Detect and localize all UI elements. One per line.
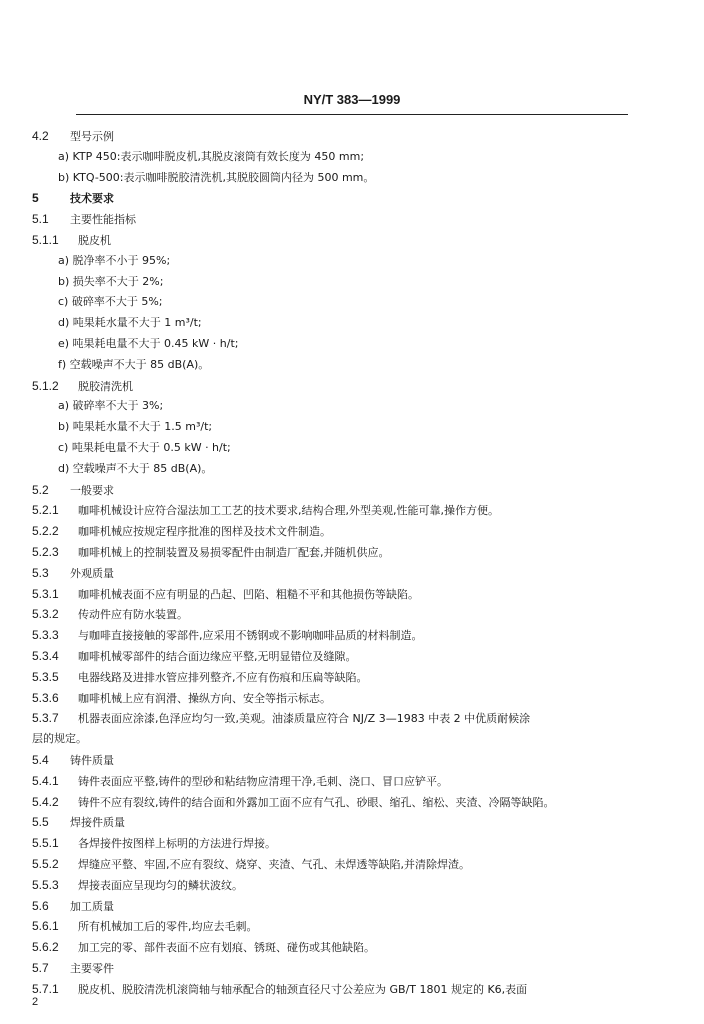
clause-text: 所有机械加工后的零件,均应去毛刺。: [78, 920, 258, 934]
clause-number: 5.6.2: [32, 940, 59, 955]
clause-text: 主要零件: [70, 962, 114, 975]
standard-header: NY/T 383—1999: [303, 92, 401, 107]
clause-text: 加工质量: [70, 899, 114, 913]
clause-text: 咖啡机械上应有润滑、操纵方向、安全等指示标志。: [78, 691, 331, 705]
clause-text: b) 损失率不大于 2%;: [58, 274, 164, 288]
text-line: [58, 150, 364, 164]
text-line: [32, 961, 114, 976]
text-line: [32, 774, 448, 789]
clause-text: 脱皮机: [78, 234, 111, 247]
text-line: [32, 815, 125, 830]
clause-number: 5.3: [32, 565, 49, 580]
clause-text: 咖啡机械表面不应有明显的凸起、凹陷、粗糙不平和其他损伤等缺陷。: [78, 587, 419, 601]
clause-text: a) 脱净率不小于 95%;: [58, 253, 171, 267]
clause-number: 5.4.1: [32, 773, 59, 788]
clause-text: d) 吨果耗水量不大于 1 m³/t;: [58, 316, 202, 330]
clause-text: b) KTQ-500:表示咖啡脱胶清洗机,其脱胶圆筒内径为 500 mm。: [58, 170, 375, 184]
clause-number: 5: [32, 191, 39, 206]
text-line: [32, 857, 470, 872]
clause-text: 技术要求: [70, 192, 114, 206]
text-line: [32, 129, 114, 144]
clause-number: 5.1.1: [32, 233, 59, 247]
text-line: [58, 316, 202, 330]
text-line: [58, 275, 163, 289]
text-line: [32, 940, 375, 955]
text-line: [58, 358, 209, 372]
clause-text: 咖啡机械设计应符合湿法加工工艺的技术要求,结构合理,外型美观,性能可靠,操作方便。: [78, 504, 499, 518]
text-line: [32, 566, 114, 581]
clause-text: d) 空载噪声不大于 85 dB(A)。: [58, 461, 213, 475]
clause-text: 主要性能指标: [70, 213, 136, 227]
header-rule: [76, 114, 628, 115]
clause-text: 各焊接件按图样上标明的方法进行焊接。: [78, 837, 276, 851]
clause-number: 5.6.1: [32, 919, 59, 934]
text-line: [32, 899, 114, 914]
clause-number: 5.5: [32, 815, 49, 830]
text-line: [32, 732, 87, 746]
text-line: [32, 607, 188, 622]
clause-text: e) 吨果耗电量不大于 0.45 kW · h/t;: [58, 337, 239, 350]
text-line: [32, 545, 390, 560]
clause-number: 5.4: [32, 753, 49, 767]
clause-text: 咖啡机械零部件的结合面边缘应平整,无明显错位及缝隙。: [78, 650, 357, 663]
clause-number: 5.5.3: [32, 877, 59, 892]
clause-number: 5.3.3: [32, 628, 59, 643]
text-line: [58, 441, 231, 455]
clause-text: 传动件应有防水装置。: [78, 608, 188, 622]
clause-number: 5.2: [32, 482, 49, 497]
clause-text: a) 破碎率不大于 3%;: [58, 399, 164, 413]
clause-number: 5.3.7: [32, 711, 59, 726]
text-line: [32, 628, 423, 643]
clause-text: 与咖啡直接接触的零部件,应采用不锈钢或不影响咖啡品质的材料制造。: [78, 629, 423, 643]
clause-text: 机器表面应涂漆,色泽应均匀一致,美观。油漆质量应符合 NJ/Z 3—1983 中表 2 中优质耐候涂: [78, 712, 531, 726]
clause-text: 层的规定。: [32, 732, 87, 746]
text-line: [58, 171, 374, 185]
clause-number: 5.3.2: [32, 607, 59, 622]
clause-text: c) 吨果耗电量不大于 0.5 kW · h/t;: [58, 441, 231, 454]
clause-text: 焊接件质量: [70, 816, 125, 830]
text-line: [32, 191, 114, 206]
clause-text: 一般要求: [70, 483, 114, 497]
text-line: [58, 399, 163, 413]
text-line: [32, 836, 276, 851]
text-line: [32, 670, 368, 685]
text-line: [32, 212, 136, 227]
clause-number: 5.3.6: [32, 690, 59, 705]
clause-number: 4.2: [32, 129, 49, 143]
text-line: [32, 524, 331, 539]
clause-text: b) 吨果耗水量不大于 1.5 m³/t;: [58, 420, 213, 434]
text-line: [58, 337, 238, 351]
clause-number: 5.3.4: [32, 649, 59, 663]
clause-text: 铸件质量: [70, 754, 114, 767]
text-line: [32, 795, 555, 810]
clause-text: 加工完的零、部件表面不应有划痕、锈斑、碰伤或其他缺陷。: [78, 941, 375, 955]
clause-number: 5.3.5: [32, 669, 59, 684]
text-line: [32, 233, 111, 248]
clause-text: 型号示例: [70, 130, 114, 143]
text-line: [58, 295, 163, 309]
text-line: [58, 254, 170, 268]
clause-text: 焊接表面应呈现均匀的鳞状波纹。: [78, 878, 243, 892]
text-line: [32, 878, 243, 893]
clause-number: 5.5.2: [32, 857, 59, 871]
clause-number: 5.1.2: [32, 378, 59, 393]
clause-text: 咖啡机械上的控制装置及易损零配件由制造厂配套,并随机供应。: [78, 546, 390, 559]
clause-text: 脱胶清洗机: [78, 379, 133, 393]
clause-text: 脱皮机、脱胶清洗机滚筒轴与轴承配合的轴颈直径尺寸公差应为 GB/T 1801 规定的 K6,表面: [78, 982, 528, 996]
clause-number: 5.1: [32, 212, 49, 227]
text-line: [32, 753, 114, 768]
text-line: [32, 649, 357, 664]
text-line: [32, 587, 419, 602]
clause-text: 焊缝应平整、牢固,不应有裂纹、烧穿、夹渣、气孔、未焊透等缺陷,并清除焊渣。: [78, 858, 470, 871]
text-line: [32, 691, 331, 706]
clause-text: c) 破碎率不大于 5%;: [58, 295, 163, 309]
clause-text: 外观质量: [70, 566, 114, 580]
text-line: [32, 503, 499, 518]
clause-number: 5.7: [32, 961, 49, 975]
text-line: [32, 483, 114, 498]
text-line: [32, 919, 258, 934]
clause-number: 5.6: [32, 898, 49, 913]
text-line: [58, 420, 212, 434]
clause-number: 5.2.3: [32, 545, 59, 559]
text-line: [32, 711, 530, 726]
clause-text: a) KTP 450:表示咖啡脱皮机,其脱皮滚筒有效长度为 450 mm;: [58, 149, 365, 163]
clause-number: 5.7.1: [32, 981, 59, 996]
clause-number: 5.4.2: [32, 794, 59, 809]
clause-text: 铸件表面应平整,铸件的型砂和粘结物应清理干净,毛刺、浇口、冒口应铲平。: [78, 774, 448, 788]
clause-number: 5.5.1: [32, 836, 59, 851]
clause-number: 5.3.1: [32, 586, 59, 601]
page-number: 2: [32, 996, 39, 1008]
text-line: [32, 379, 133, 394]
clause-text: 铸件不应有裂纹,铸件的结合面和外露加工面不应有气孔、砂眼、缩孔、缩松、夹渣、冷隔等缺陷。: [78, 795, 555, 809]
clause-number: 5.2.2: [32, 524, 59, 539]
clause-text: 电器线路及进排水管应排列整齐,不应有伤痕和压扁等缺陷。: [78, 670, 368, 684]
clause-number: 5.2.1: [32, 503, 59, 518]
text-line: [58, 462, 212, 476]
clause-text: f) 空载噪声不大于 85 dB(A)。: [58, 357, 210, 371]
clause-text: 咖啡机械应按规定程序批准的图样及技术文件制造。: [78, 525, 331, 539]
text-line: [32, 982, 527, 997]
